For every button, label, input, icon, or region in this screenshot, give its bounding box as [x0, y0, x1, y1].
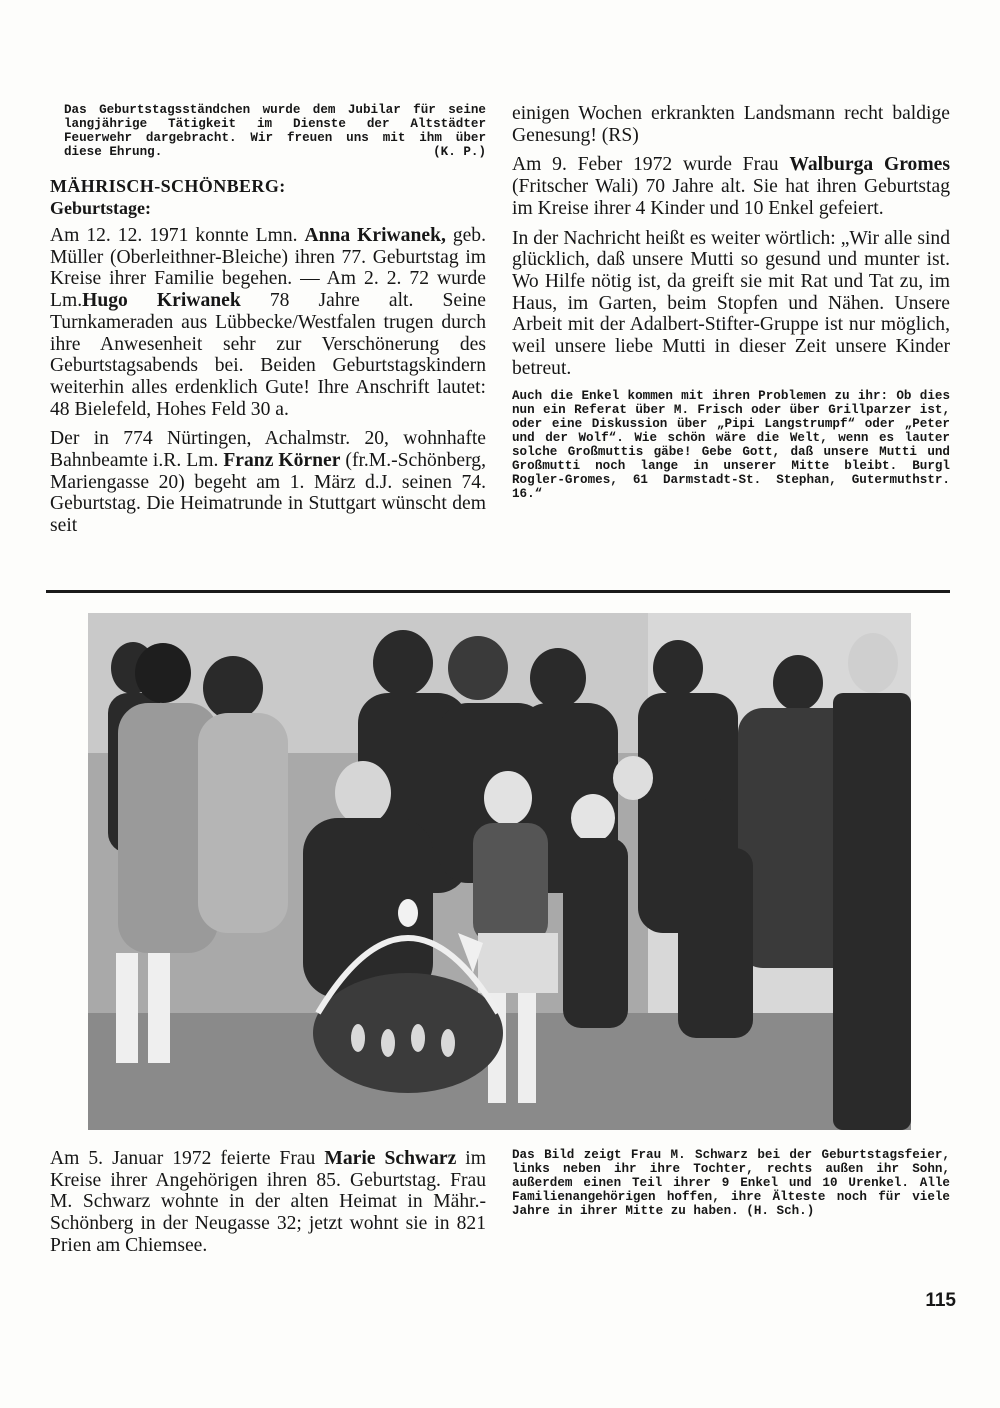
photo-caption-right [512, 1148, 950, 1218]
caption-left-b: im Kreise ihrer Angehörigen ihren 85. Geburtstag. Frau M. Schwarz wohnte in der alten Heimat in Mähr.-Schönberg in der Neugasse 32; jetzt wohnt sie in 821 Prien am Chiemsee. [50, 1148, 486, 1256]
recovery-wish: einigen Wochen erkrankten Landsmann recht baldige Genesung! (RS) [512, 103, 950, 146]
p1-text-b: geb. Müller (Oberleithner-Bleiche) ihren 77. Geburtstag im Kreise ihrer Familie begehen. — Am 2. 2. 72 wurde Lm. [50, 225, 487, 312]
intro-text: Das Geburtstagsständchen wurde dem Jubilar für seine langjährige Tätigkeit im Dienste der Altstädter Feuerwehr dargebracht. Wir freuen uns mit ihm über diese Ehrung. [64, 103, 486, 159]
intro-paragraph [50, 103, 486, 159]
r-p2-name-walburga: Walburga Gromes [789, 154, 950, 176]
birthday-kriwanek [50, 225, 486, 420]
p1-text-c: 78 Jahre alt. Seine Turnkameraden aus Lübbecke/Westfalen trugen durch ihre Anwesenheit sehr zur Verschönerung des Geburtstagsabends bei. Beiden Geburtstagskindern weiterhin alles erdenklich Gute! Ihre Anschrift lautet: 48 Bielefeld, Hohes Feld 30 a. [50, 290, 487, 420]
section-subtitle: Geburtstage: [50, 198, 151, 218]
page-number: 115 [925, 1290, 956, 1311]
section-title: MÄHRISCH-SCHÖNBERG: [50, 176, 286, 196]
quote-continuation: Auch die Enkel kommen mit ihren Problemen zu ihr: Ob dies nun ein Referat über M. Frisch oder über Grillparzer ist, oder eine Diskussion über „Pipi Langstrumpf“ oder „Peter und der Wolf“. Wie schön wäre die Welt, wenn es lauter solche Großmuttis gäbe! Gebe Gott, daß unsere Mutti und Großmutti noch lange in unserer Mitte bleibt. Burgl Rogler-Gromes, 61 Darmstadt-St. Stephan, Gutermuthstr. 16.“ [512, 389, 950, 502]
right-column [512, 103, 950, 501]
caption-left-text [50, 1148, 486, 1257]
left-column [50, 103, 486, 537]
p2-text-a: Der in 774 Nürtingen, Achalmstr. 20, wohnhafte Bahnbeamte i.R. Lm. [50, 428, 486, 472]
intro-source: (K. P.) [433, 145, 486, 159]
family-photo-drawing [88, 613, 911, 1130]
p1-name-anna: Anna Kriwanek, [304, 225, 446, 246]
family-photo [88, 613, 911, 1130]
caption-left-name: Marie Schwarz [324, 1148, 457, 1169]
birthday-gromes [512, 154, 950, 219]
photo-caption-left [50, 1148, 486, 1257]
p2-text-b: (fr.M.-Schönberg, Mariengasse 20) begeht am 1. März d.J. seinen 74. Geburtstag. Die Heimatrunde in Stuttgart wünscht dem seit [50, 450, 486, 537]
caption-right-text: Das Bild zeigt Frau M. Schwarz bei der Geburtstagsfeier, links neben ihr ihre Tochter, rechts außen ihr Sohn, außerdem einen Teil ihrer 9 Enkel und 10 Urenkel. Alle Familienangehörigen hoffen, ihre Älteste noch für viele Jahre in ihrer Mitte zu haben. (H. Sch.) [512, 1148, 950, 1218]
p2-name-franz: Franz Körner [223, 450, 341, 472]
r-p2-text-a: Am 9. Feber 1972 wurde Frau [512, 154, 790, 176]
quote-paragraph: In der Nachricht heißt es weiter wörtlich: „Wir alle sind glücklich, daß unsere Mutti so gesund und munter ist. Wo Hilfe nötig ist, da greift sie mit Rat und Tat zu, im Haus, im Garten, beim Stopfen und Nähen. Unsere Arbeit mit der Adalbert-Stifter-Gruppe ist nur möglich, weil unsere liebe Mutti in dieser Zeit unsere Kinder betreut. [512, 227, 950, 379]
caption-left-a: Am 5. Januar 1972 feierte Frau [50, 1148, 325, 1169]
section-divider [46, 590, 950, 593]
birthday-koerner [50, 428, 486, 537]
p1-text-a: Am 12. 12. 1971 konnte Lmn. [50, 225, 305, 246]
p1-name-hugo: Hugo Kriwanek [82, 290, 241, 312]
r-p2-text-b: (Fritscher Wali) 70 Jahre alt. Sie hat ihren Geburtstag im Kreise ihrer 4 Kinder und 10 Enkel gefeiert. [512, 176, 950, 219]
